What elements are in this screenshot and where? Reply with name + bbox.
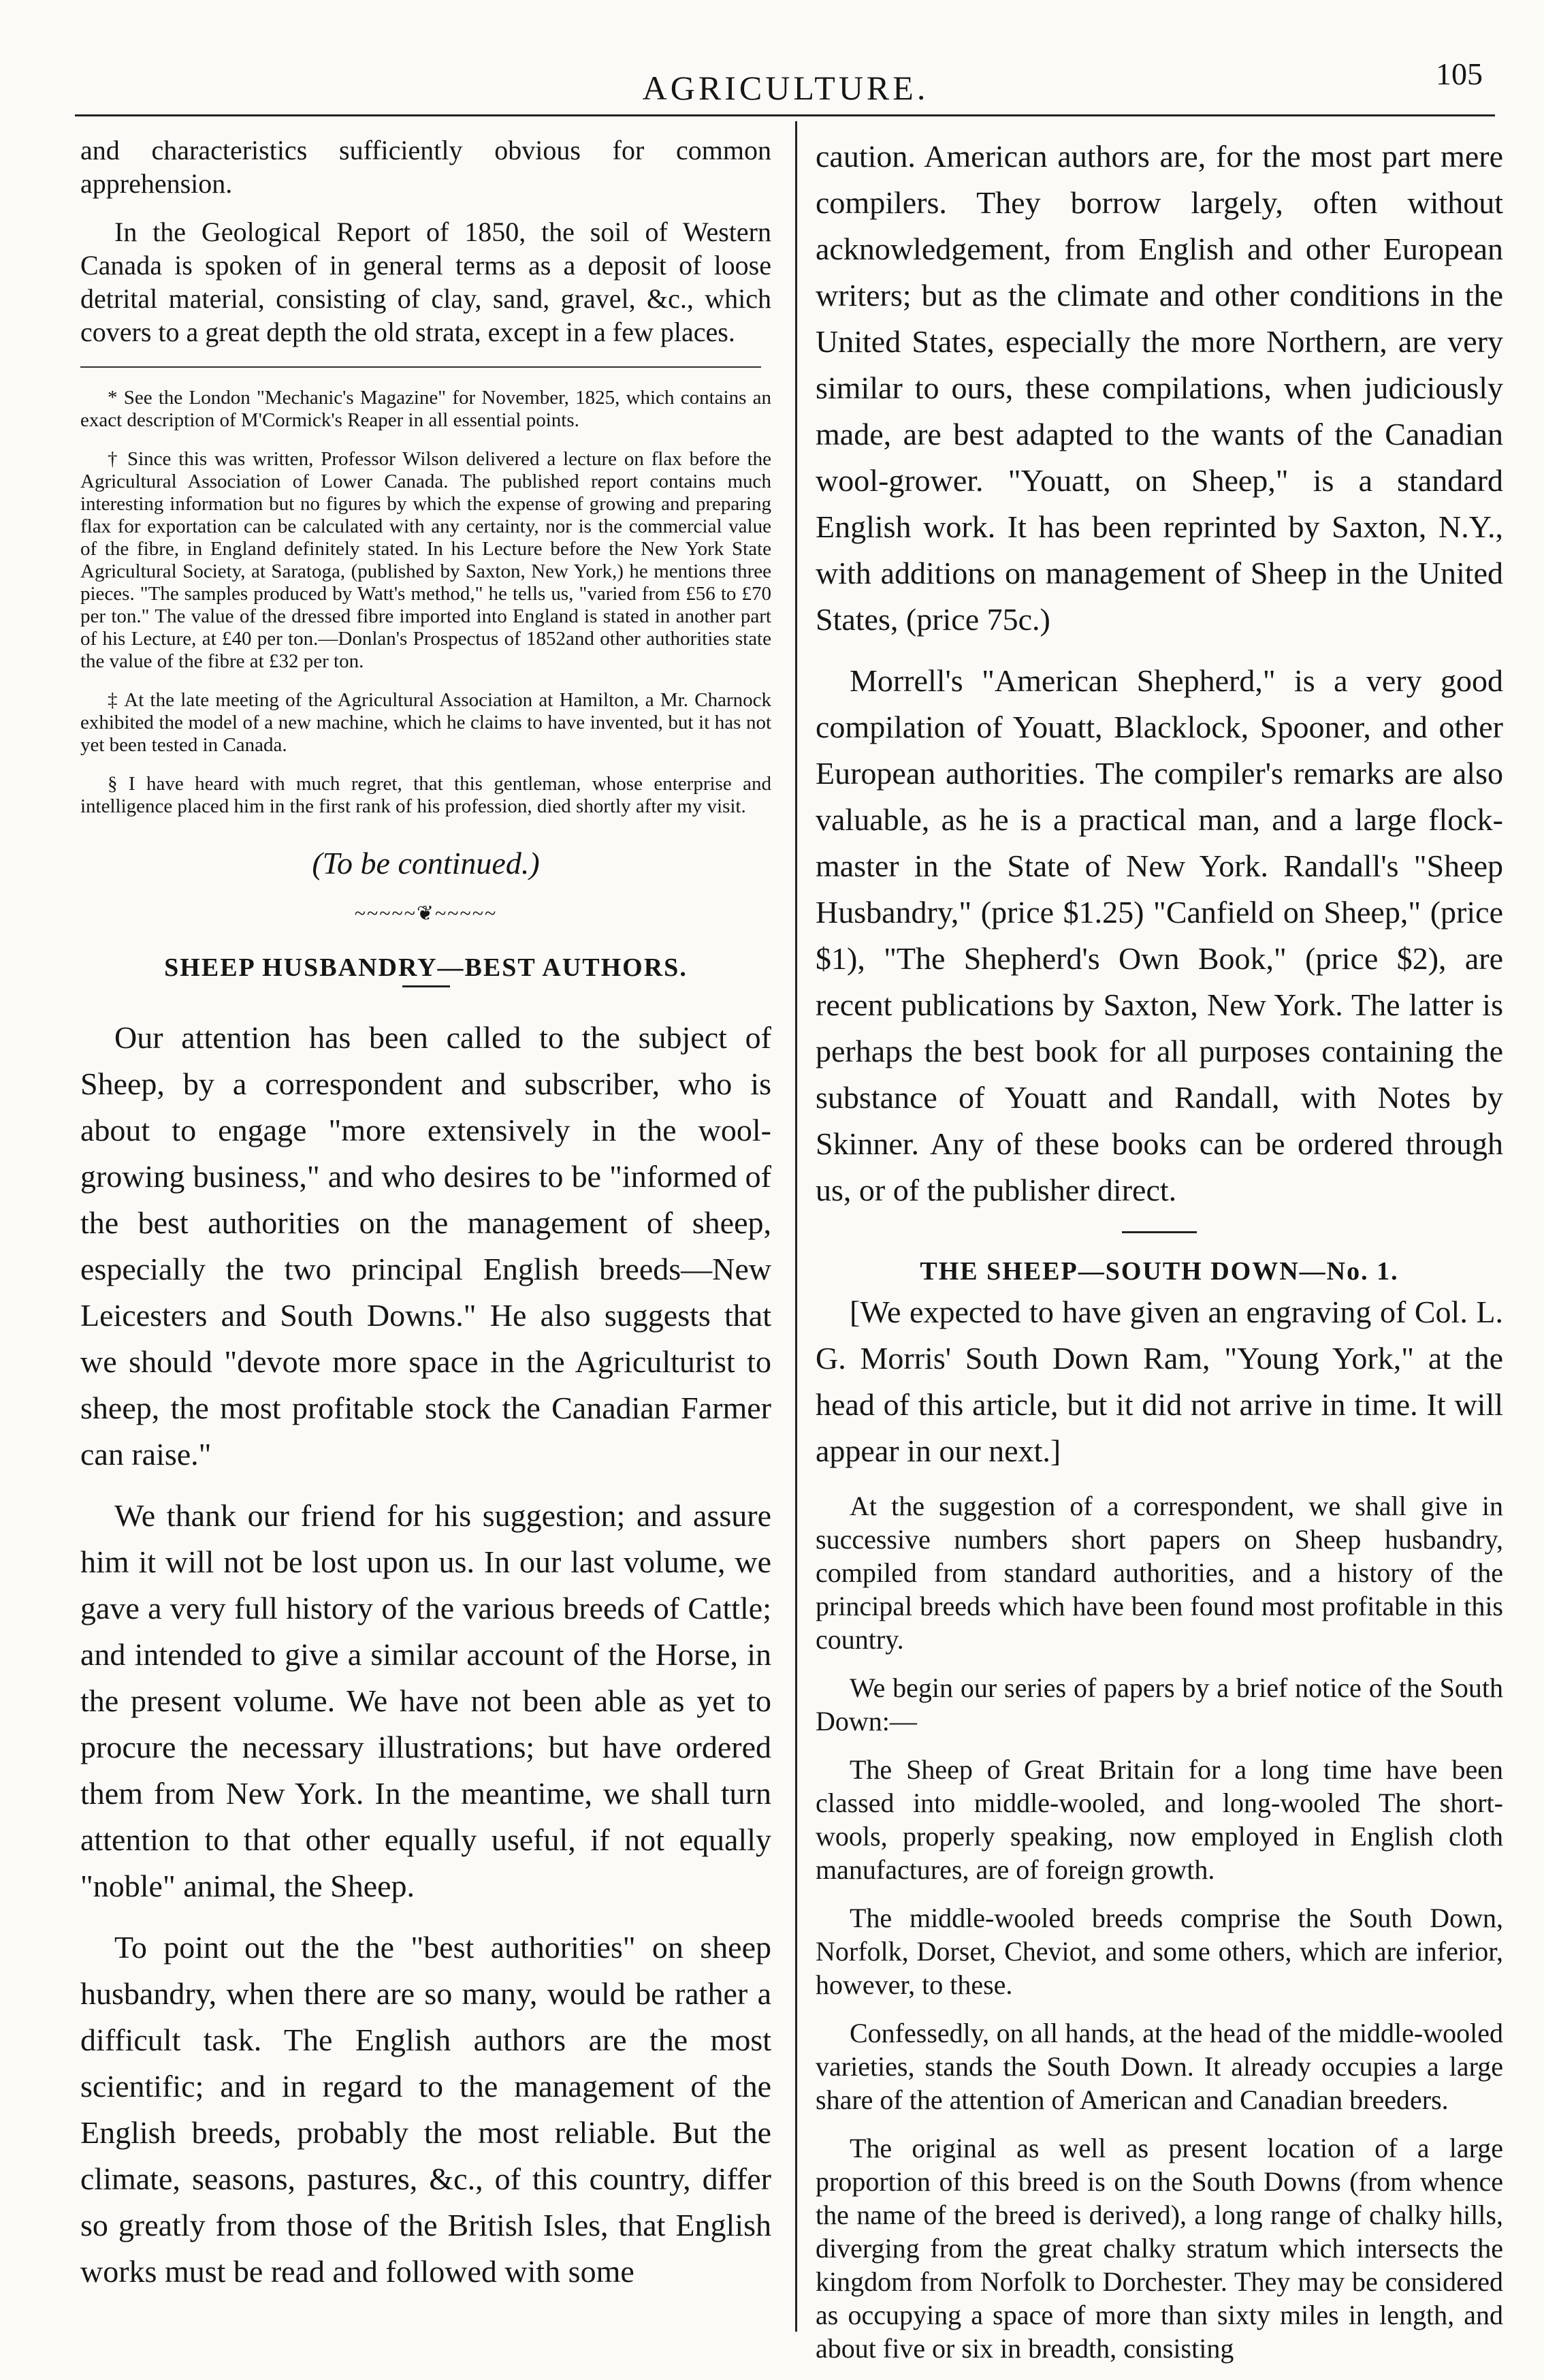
footnote: ‡ At the late meeting of the Agricultural Association at Hamilton, a Mr. Charnock exhibited the model of a new machine, which he claims to have invented, but it has not yet been tested in Canada. — [80, 689, 771, 756]
paragraph: Morrell's "American Shepherd," is a very good compilation of Youatt, Blacklock, Spooner, and other European authorities. The compiler's remarks are also valuable, as he is a practical man, and a large flock-master in the State of New York. Randall's "Sheep Husbandry," (price $1.25) "Canfield on Sheep," (price $1), "The Shepherd's Own Book," (price $2), are recent publications by Saxton, New York. The latter is perhaps the best book for all purposes containing the substance of Youatt and Randall, with Notes by Skinner. Any of these books can be ordered through us, or of the publisher direct. — [816, 663, 1503, 1207]
footnote: § I have heard with much regret, that this gentleman, whose enterprise and intelligence placed him in the first rank of his profession, died shortly after my visit. — [80, 773, 771, 817]
section-rule — [1122, 1231, 1197, 1233]
paragraph: Our attention has been called to the subject of Sheep, by a correspondent and subscriber, who is about to engage "more extensively in the wool-growing business," and who desires to be "informed of the best authorities on the management of sheep, especially the two principal English breeds—New Leicesters and South Downs." He also suggests that we should "devote more space in the Agriculturist to sheep, the most profitable stock the Canadian Farmer can raise." — [80, 1020, 771, 1472]
paragraph: In the Geological Report of 1850, the soil of Western Canada is spoken of in general terms as a deposit of loose detrital material, consisting of clay, sand, gravel, &c., which covers to a great depth the old strata, except in a few places. — [80, 217, 771, 347]
section-title: THE SHEEP—SOUTH DOWN—No. 1. — [920, 1257, 1399, 1286]
page-number: 105 — [1436, 57, 1483, 91]
ornament-divider: ~~~~~❦~~~~~ — [354, 902, 498, 925]
paragraph: At the suggestion of a correspondent, we shall give in successive numbers short papers on Sheep husbandry, compiled from standard authorities, and a history of the principal breeds which have been found most profitable in this country. — [816, 1491, 1503, 1655]
paragraph: The middle-wooled breeds comprise the South Down, Norfolk, Dorset, Cheviot, and some others, which are inferior, however, to these. — [816, 1903, 1503, 2000]
paragraph: caution. American authors are, for the most part mere compilers. They borrow largely, often without acknowledgement, from English and other European writers; but as the climate and other conditions in the United States, especially the more Northern, are very similar to ours, these compilations, when judiciously made, are best adapted to the wants of the Canadian wool-grower. "Youatt, on Sheep," is a standard English work. It has been reprinted by Saxton, N.Y., with additions on management of Sheep in the United States, (price 75c.) — [816, 139, 1503, 637]
paragraph: To point out the the "best authorities" on sheep husbandry, when there are so many, would be rather a difficult task. The English authors are the most scientific; and in regard to the management of the English breeds, probably the most reliable. But the climate, seasons, pastures, &c., of this country, differ so greatly from those of the British Isles, that English works must be read and followed with some — [80, 1930, 771, 2289]
paragraph: Confessedly, on all hands, at the head of the middle-wooled varieties, stands the South Down. It already occupies a large share of the attention of American and Canadian breeders. — [816, 2018, 1503, 2115]
column-divider — [795, 121, 797, 2332]
running-head — [75, 49, 1496, 110]
footnote: * See the London "Mechanic's Magazine" for November, 1825, which contains an exact description of M'Cormick's Reaper in all essential points. — [80, 387, 771, 431]
header-rule — [75, 114, 1495, 116]
footnote: † Since this was written, Professor Wilson delivered a lecture on flax before the Agricultural Association of Lower Canada. The published report contains much interesting information but no figures by which the expense of growing and preparing flax for exportation can be calculated with any certainty, nor is the commercial value of the fibre, in England definitely stated. In his Lecture before the New York State Agricultural Society, at Saratoga, (published by Saxton, New York,) he mentions three pieces. "The samples produced by Watt's method," he tells us, "varied from £56 to £70 per ton." The value of the dressed fibre imported into England is stated in another part of his Lecture, at £40 per ton.—Donlan's Prospectus of 1852and other authorities state the value of the fibre at £32 per ton. — [80, 448, 771, 672]
right-column — [816, 133, 1503, 2380]
left-column — [80, 133, 771, 2310]
paragraph: [We expected to have given an engraving of Col. L. G. Morris' South Down Ram, "Young York," at the head of this article, but it did not arrive in time. It will appear in our next.] — [816, 1295, 1503, 1468]
paragraph: The original as well as present location of a large proportion of this breed is on the South Downs (from whence the name of the breed is derived), a long range of chalky hills, diverging from the great chalky stratum which intersects the kingdom from Norfolk to Dorchester. They may be considered as occupying a space of more than sixty miles in length, and about five or six in breadth, consisting — [816, 2133, 1503, 2364]
footnote-rule — [80, 366, 761, 368]
paragraph: We begin our series of papers by a brief notice of the South Down:— — [816, 1672, 1503, 1736]
paragraph: We thank our friend for his suggestion; and assure him it will not be lost upon us. In our last volume, we gave a very full history of the various breeds of Cattle; and intended to give a similar account of the Horse, in the present volume. We have not been able as yet to procure the necessary illustrations; but have ordered them from New York. In the meantime, we shall turn attention to that other equally useful, if not equally "noble" animal, the Sheep. — [80, 1498, 771, 1903]
to-be-continued: (To be continued.) — [312, 846, 540, 880]
page-title: AGRICULTURE. — [642, 69, 929, 107]
paragraph: and characteristics sufficiently obvious for common apprehension. — [80, 135, 771, 199]
paragraph: The Sheep of Great Britain for a long time have been classed into middle-wooled, and long-wooled The short-wools, properly speaking, now employed in English cloth manufactures, are of foreign growth. — [816, 1754, 1503, 1885]
section-rule — [402, 985, 450, 987]
section-title: SHEEP HUSBANDRY—BEST AUTHORS. — [164, 953, 688, 982]
